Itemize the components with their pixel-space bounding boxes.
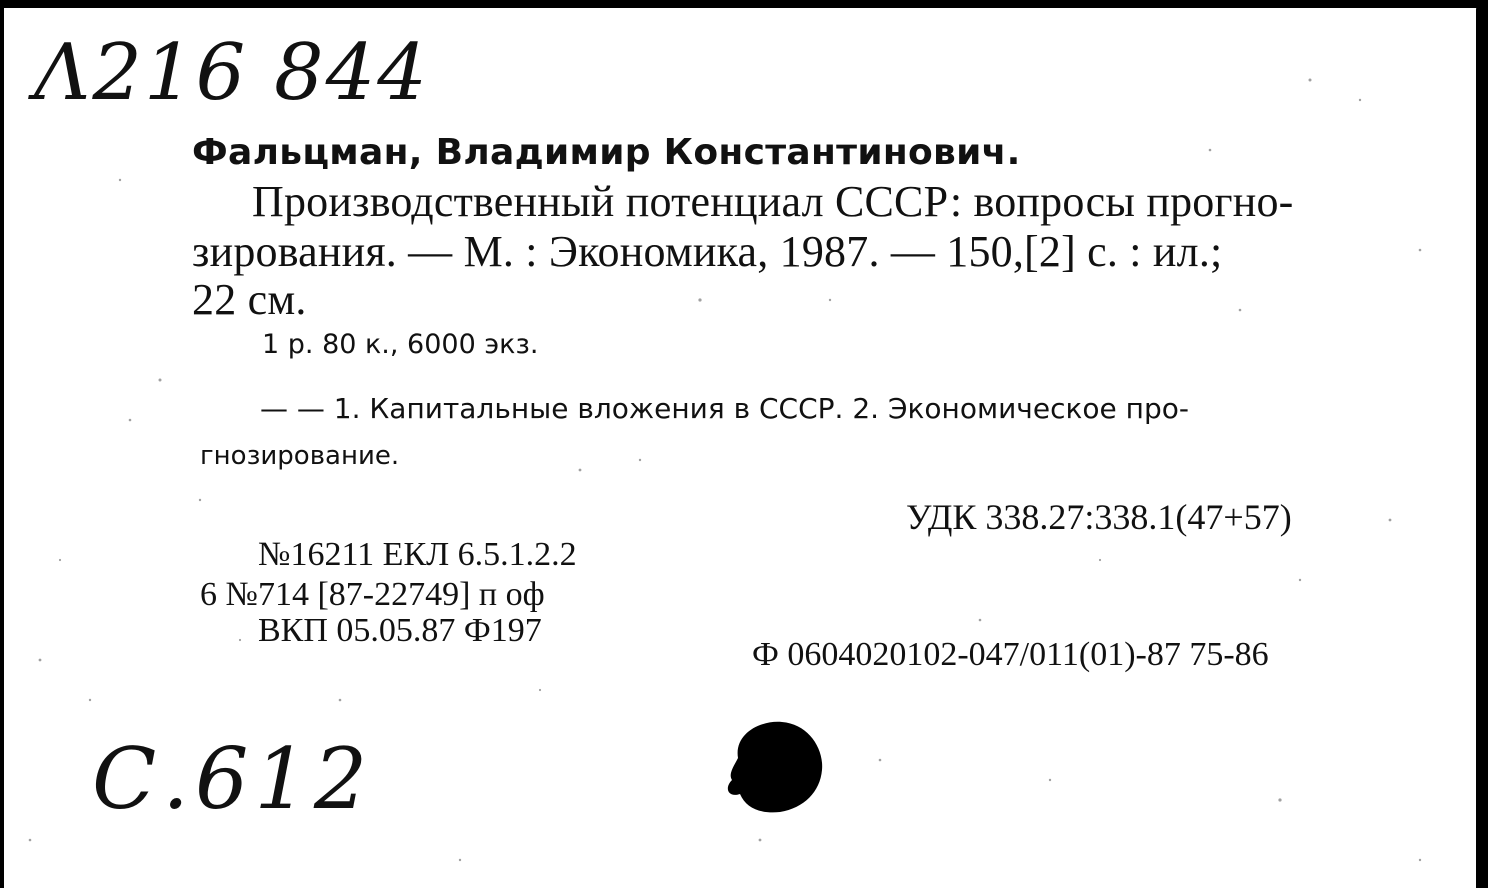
handwritten-accession-number: Λ216 844 — [34, 28, 429, 118]
author-heading: Фальцман, Владимир Константинович. — [192, 132, 1021, 173]
library-record-line-2: 6 №714 [87-22749] п оф — [200, 576, 545, 613]
publication-code: Ф 0604020102-047/011(01)-87 75-86 — [752, 636, 1269, 673]
library-record-line-3: ВКП 05.05.87 Ф197 — [258, 612, 542, 649]
library-record-line-1: №16211 ЕКЛ 6.5.1.2.2 — [258, 536, 577, 573]
title-line-2: зирования. — М. : Экономика, 1987. — 150,[2] с. : ил.; — [192, 227, 1223, 276]
handwritten-page-note: С.612 — [92, 730, 374, 828]
subject-headings-line-2: гнозирование. — [200, 441, 400, 471]
udk-classification: УДК 338.27:338.1(47+57) — [906, 497, 1292, 537]
title-line-3: 22 см. — [192, 275, 307, 324]
price-and-print-run: 1 р. 80 к., 6000 экз. — [262, 329, 539, 360]
subject-headings-line-1: — — 1. Капитальные вложения в СССР. 2. Экономическое про- — [260, 392, 1189, 425]
ink-blot-hole — [720, 718, 824, 816]
title-line-1: Производственный потенциал СССР: вопросы прогно- — [252, 177, 1294, 226]
